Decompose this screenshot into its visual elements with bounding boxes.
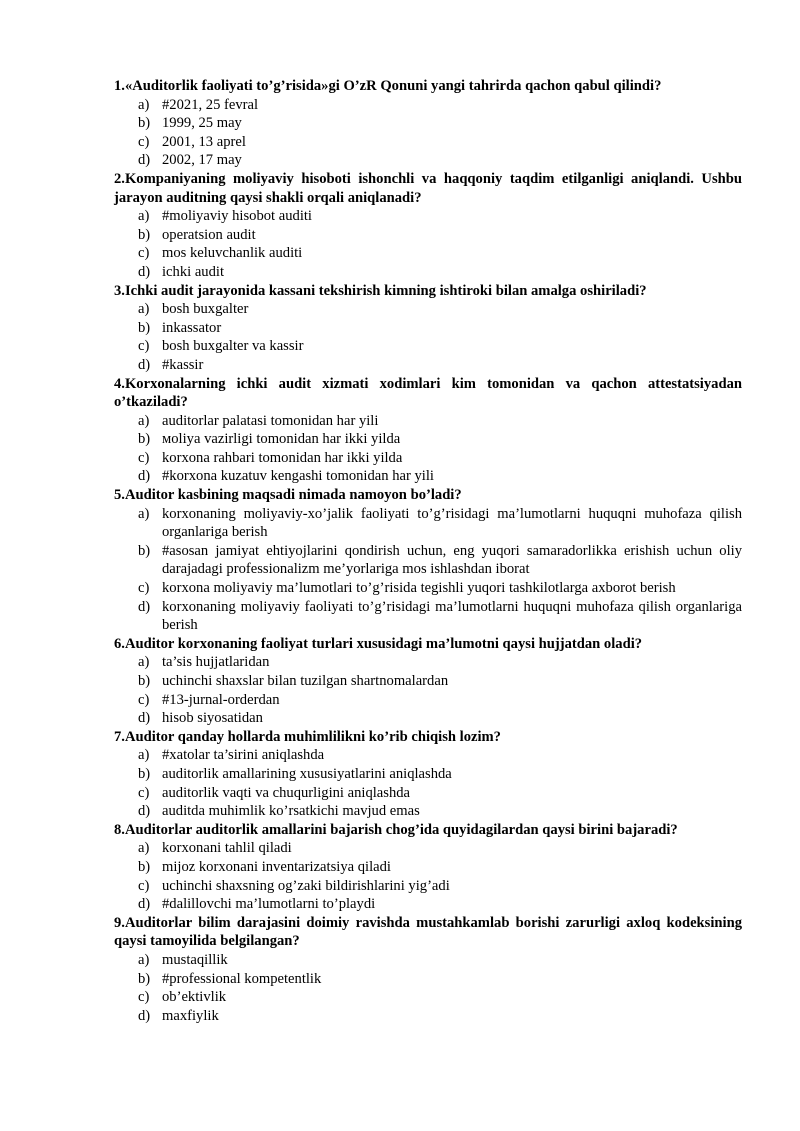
option-label: c): [138, 338, 150, 355]
option-text: bosh buxgalter: [162, 301, 249, 318]
answer-option: [114, 988, 742, 1007]
option-text: maxfiylik: [162, 1007, 219, 1024]
question-block: [114, 170, 742, 282]
answer-option: [114, 412, 742, 431]
option-label: b): [138, 542, 151, 559]
answer-option: [114, 263, 742, 282]
option-label: c): [138, 989, 150, 1006]
option-label: c): [138, 784, 150, 801]
question-number: 9.: [114, 914, 125, 931]
option-label: a): [138, 951, 150, 968]
answer-option: [114, 467, 742, 486]
question-text: Auditor kasbining maqsadi nimada namoyon bo’ladi?: [124, 487, 462, 504]
option-label: d): [138, 263, 151, 280]
option-text: #asosan jamiyat ehtiyojlarini qondirish uchun, eng yuqori samaradorlikka erishish uchun oliy darajadagi professionalizm me’yorlariga mos ishlashdan iborat: [162, 542, 742, 578]
option-label: a): [138, 840, 150, 857]
option-label: b): [138, 319, 151, 336]
option-label: d): [138, 598, 151, 615]
answer-option: [114, 505, 742, 542]
answer-option: [114, 579, 742, 598]
option-text: operatsion audit: [162, 226, 256, 243]
question-text: «Auditorlik faoliyati to’g’risida»gi O’zR Qonuni yangi tahrirda qachon qabul qilindi?: [124, 78, 662, 94]
option-text: hisob siyosatidan: [162, 710, 263, 727]
question-list: [114, 77, 742, 1025]
answer-option: [114, 133, 742, 152]
option-label: a): [138, 301, 150, 318]
option-text: korxonaning moliyaviy-xo’jalik faoliyati to’g’risidagi ma’lumotlarni huquqni muhofaza qilish organlariga berish: [162, 505, 742, 541]
option-label: d): [138, 803, 151, 820]
answer-option: [114, 802, 742, 821]
answer-option: [114, 839, 742, 858]
answer-option: [114, 430, 742, 449]
answer-options: [114, 746, 742, 820]
question-block: [114, 77, 742, 170]
option-text: uchinchi shaxslar bilan tuzilgan shartnomalardan: [162, 673, 449, 689]
question-block: [114, 635, 742, 728]
answer-option: [114, 672, 742, 691]
option-text: #13-jurnal-orderdan: [162, 691, 280, 708]
option-text: mustaqillik: [162, 951, 228, 968]
answer-option: [114, 226, 742, 245]
question-heading: [114, 914, 742, 951]
option-text: bosh buxgalter va kassir: [162, 338, 304, 355]
answer-option: [114, 319, 742, 338]
answer-options: [114, 839, 742, 913]
answer-option: [114, 300, 742, 319]
option-text: korxona moliyaviy ma’lumotlari to’g’risida tegishli yuqori tashkilotlarga axborot berish: [162, 580, 676, 597]
question-heading: [114, 486, 742, 505]
option-text: #xatolar ta’sirini aniqlashda: [162, 747, 325, 764]
option-label: c): [138, 877, 150, 894]
option-text: #korxona kuzatuv kengashi tomonidan har yili: [162, 468, 434, 485]
answer-options: [114, 300, 742, 374]
answer-option: [114, 207, 742, 226]
question-block: [114, 486, 742, 635]
question-text: Auditor qanday hollarda muhimlilikni ko’rib chiqish lozim?: [124, 728, 501, 745]
option-text: 1999, 25 may: [162, 115, 242, 132]
answer-option: [114, 970, 742, 989]
question-number: 6.: [114, 635, 125, 652]
question-text: Auditorlar bilim darajasini doimiy ravishda mustahkamlab borishi zarurligi axloq kodeksining qaysi tamoyilida belgilangan?: [114, 914, 742, 950]
answer-options: [114, 207, 742, 281]
option-label: a): [138, 208, 150, 225]
option-text: mos keluvchanlik auditi: [162, 245, 303, 262]
option-label: c): [138, 580, 150, 597]
option-text: uchinchi shaxsning og’zaki bildirishlarini yig’adi: [162, 877, 450, 894]
question-text: Ichki audit jarayonida kassani tekshirish kimning ishtiroki bilan amalga oshiriladi?: [124, 282, 647, 299]
question-block: [114, 375, 742, 487]
question-text: Auditor korxonaning faoliyat turlari xususidagi ma’lumotni qaysi hujjatdan oladi?: [124, 635, 643, 652]
answer-option: [114, 151, 742, 170]
option-text: ichki audit: [162, 263, 225, 280]
question-number: 4.: [114, 375, 125, 392]
question-text: Kompaniyaning moliyaviy hisoboti ishonchli va haqqoniy taqdim etilganligi aniqlandi. Ushbu jarayon auditning qaysi shakli orqali aniqlanadi?: [114, 170, 742, 206]
option-text: auditorlar palatasi tomonidan har yili: [162, 412, 379, 429]
answer-option: [114, 746, 742, 765]
option-text: mijoz korxonani inventarizatsiya qiladi: [162, 858, 391, 875]
answer-options: [114, 951, 742, 1025]
answer-option: [114, 356, 742, 375]
answer-options: [114, 505, 742, 635]
option-text: 2002, 17 may: [162, 152, 242, 169]
option-text: auditorlik vaqti va chuqurligini aniqlashda: [162, 784, 411, 801]
option-text: korxonani tahlil qiladi: [162, 840, 292, 857]
question-number: 5.: [114, 487, 125, 504]
option-label: d): [138, 468, 151, 485]
option-text: #kassir: [162, 356, 204, 373]
option-label: c): [138, 691, 150, 708]
question-number: 3.: [114, 282, 125, 299]
option-label: b): [138, 970, 151, 987]
option-label: c): [138, 133, 150, 150]
option-text: мoliya vazirligi tomonidan har ikki yilda: [162, 431, 401, 448]
question-heading: [114, 375, 742, 412]
question-heading: [114, 282, 742, 301]
answer-option: [114, 709, 742, 728]
option-text: #professional kompetentlik: [162, 970, 322, 987]
answer-options: [114, 653, 742, 727]
answer-option: [114, 951, 742, 970]
question-number: 8.: [114, 821, 125, 838]
question-number: 1.: [114, 78, 125, 94]
answer-option: [114, 1007, 742, 1026]
option-text: 2001, 13 aprel: [162, 133, 246, 150]
option-text: ob’ektivlik: [162, 989, 227, 1006]
option-label: c): [138, 449, 150, 466]
answer-option: [114, 96, 742, 115]
option-text: inkassator: [162, 319, 222, 336]
option-label: a): [138, 747, 150, 764]
answer-options: [114, 96, 742, 170]
option-text: auditorlik amallarining xususiyatlarini aniqlashda: [162, 765, 452, 782]
question-number: 7.: [114, 728, 125, 745]
answer-option: [114, 691, 742, 710]
option-text: ta’sis hujjatlaridan: [162, 654, 270, 671]
option-label: a): [138, 96, 150, 113]
answer-option: [114, 895, 742, 914]
question-text: Auditorlar auditorlik amallarini bajarish chog’ida quyidagilardan qaysi birini bajaradi?: [124, 821, 678, 838]
question-block: [114, 728, 742, 821]
question-heading: [114, 77, 742, 96]
answer-option: [114, 337, 742, 356]
answer-option: [114, 858, 742, 877]
option-label: b): [138, 431, 151, 448]
question-block: [114, 282, 742, 375]
answer-option: [114, 765, 742, 784]
question-heading: [114, 821, 742, 840]
question-block: [114, 821, 742, 914]
option-label: a): [138, 505, 150, 522]
question-number: 2.: [114, 170, 125, 187]
option-label: c): [138, 245, 150, 262]
answer-option: [114, 598, 742, 635]
question-heading: [114, 170, 742, 207]
answer-option: [114, 653, 742, 672]
option-label: b): [138, 858, 151, 875]
option-label: b): [138, 115, 151, 132]
option-label: d): [138, 152, 151, 169]
option-label: d): [138, 710, 151, 727]
answer-option: [114, 877, 742, 896]
answer-option: [114, 114, 742, 133]
answer-option: [114, 244, 742, 263]
option-label: b): [138, 765, 151, 782]
option-text: auditda muhimlik ko’rsatkichi mavjud emas: [162, 803, 420, 820]
question-heading: [114, 635, 742, 654]
option-label: d): [138, 1007, 151, 1024]
option-text: #moliyaviy hisobot auditi: [162, 208, 312, 225]
option-label: a): [138, 412, 150, 429]
option-label: b): [138, 226, 151, 243]
option-text: korxona rahbari tomonidan har ikki yilda: [162, 449, 403, 466]
option-label: a): [138, 654, 150, 671]
answer-option: [114, 542, 742, 579]
question-block: [114, 914, 742, 1026]
option-label: d): [138, 356, 151, 373]
option-text: #dalillovchi ma’lumotlarni to’playdi: [162, 896, 376, 913]
answer-option: [114, 449, 742, 468]
option-text: #2021, 25 fevral: [162, 96, 259, 113]
option-label: b): [138, 673, 151, 689]
option-label: d): [138, 896, 151, 913]
question-text: Korxonalarning ichki audit xizmati xodimlari kim tomonidan va qachon attestatsiyadan o’tkaziladi?: [114, 375, 742, 411]
question-heading: [114, 728, 742, 747]
answer-options: [114, 412, 742, 486]
option-text: korxonaning moliyaviy faoliyati to’g’risidagi ma’lumotlarni huquqni muhofaza qilish organlariga berish: [162, 598, 742, 634]
answer-option: [114, 784, 742, 803]
